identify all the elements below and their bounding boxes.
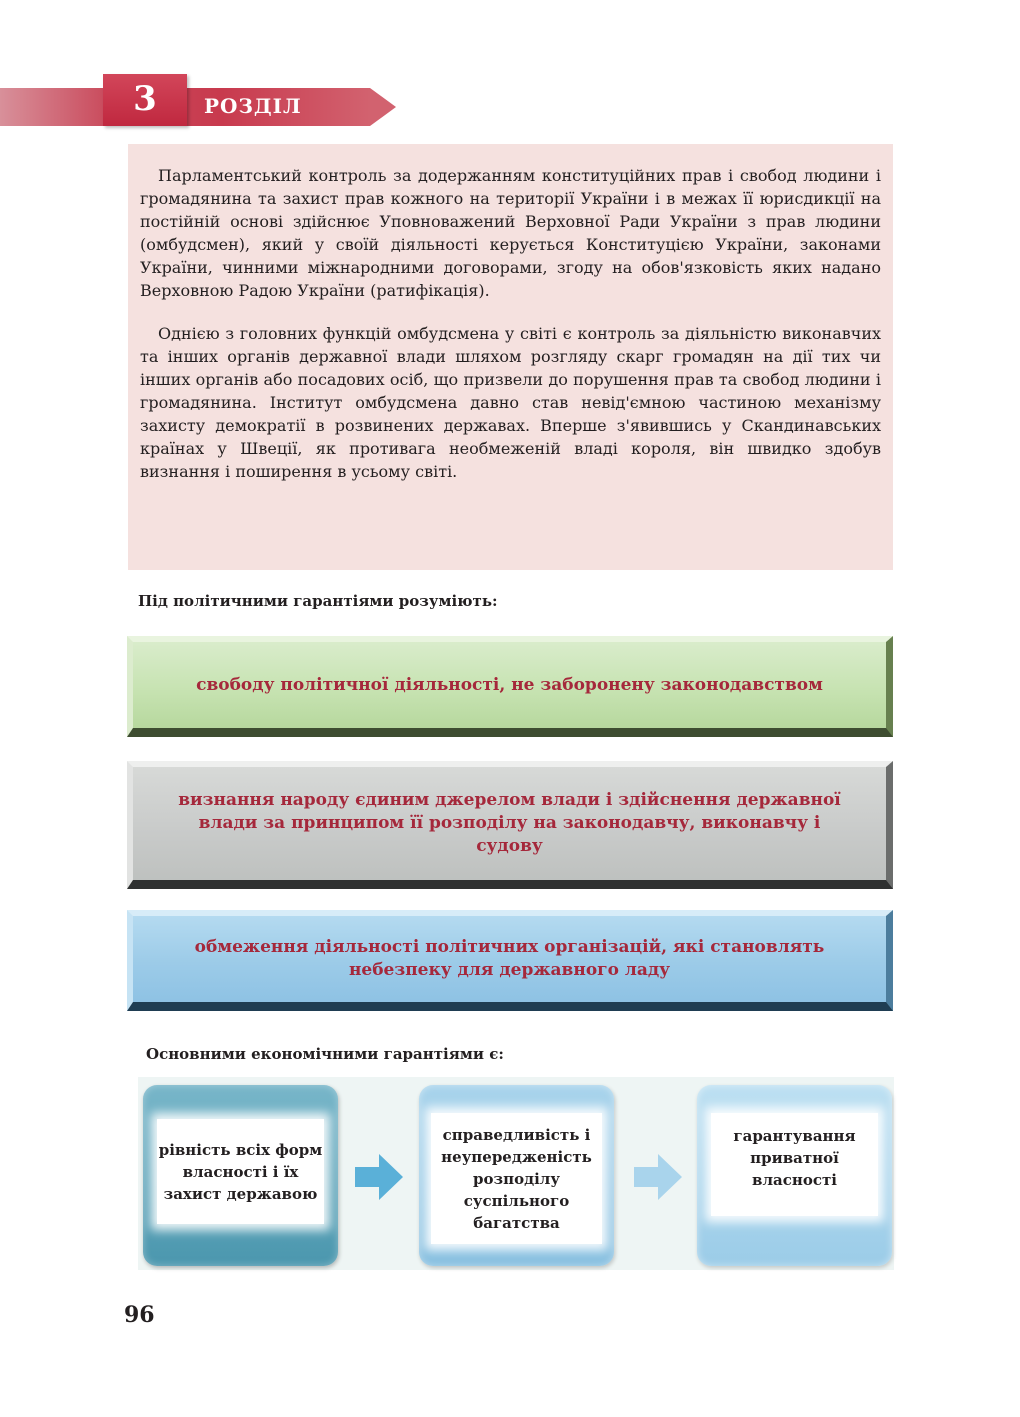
political-guarantee-text-1: свободу політичної діяльності, не заборонену законодавством — [196, 674, 823, 695]
section-ribbon — [0, 74, 400, 130]
economic-guarantee-text-3: гарантування приватної власності — [711, 1113, 878, 1216]
political-guarantee-text-2: визнання народу єдиним джерелом влади і здійснення державної влади за принципом її розподілу на законодавчу, виконавчу і судову — [178, 790, 841, 856]
economic-guarantee-text-2: справедливість і неупередженість розподілу суспільного багатства — [431, 1113, 602, 1244]
ribbon-arrow-tip — [370, 88, 396, 126]
political-guarantee-block-1 — [127, 636, 893, 737]
section-label: РОЗДІЛ — [204, 94, 302, 118]
political-guarantee-block-2 — [127, 761, 893, 889]
political-guarantees-heading: Під політичними гарантіями розуміють: — [138, 592, 498, 610]
economic-guarantees-heading: Основними економічними гарантіями є: — [146, 1045, 504, 1063]
ombudsman-info-box — [128, 144, 893, 570]
political-guarantee-text-3: обмеження діяльності політичних організацій, які становлять небезпеку для державного ладу — [194, 937, 825, 980]
economic-guarantee-card-1 — [143, 1085, 338, 1266]
section-number: 3 — [103, 74, 187, 126]
flow-arrow-right-icon — [355, 1154, 403, 1200]
flow-arrow-right-icon — [634, 1154, 682, 1200]
economic-guarantee-card-3 — [697, 1085, 892, 1266]
economic-guarantee-card-2 — [419, 1085, 614, 1266]
info-paragraph-1: Парламентський контроль за додержанням конституційних прав і свобод людини і громадянина та захист прав кожного на території України і в межах її юрисдикції на постійній основі здійснює Уповноважений Верховної Ради України з прав людини (омбудсмен), який у своїй діяльності керується Конституцією України, законами України, чинними міжнародними договорами, згоду на обов'язковість яких надано Верховною Радою України (ратифікація). — [140, 166, 881, 300]
economic-guarantee-text-1: рівність всіх форм власності і їх захист державою — [157, 1119, 324, 1224]
political-guarantee-block-3 — [127, 910, 893, 1011]
page-number: 96 — [124, 1302, 155, 1328]
info-paragraph-2: Однією з головних функцій омбудсмена у світі є контроль за діяльністю виконавчих та інших органів державної влади шляхом розгляду скарг громадян на дії тих чи інших органів або посадових осіб, що призвели до порушення прав та свобод людини і громадянина. Інститут омбудсмена давно став невід'ємною частиною механізму захисту демократії в розвинених державах. Вперше з'явившись у Скандинавських країнах у Швеції, як противага необмеженій владі короля, він швидко здобув визнання і поширення в усьому світі. — [140, 324, 881, 481]
